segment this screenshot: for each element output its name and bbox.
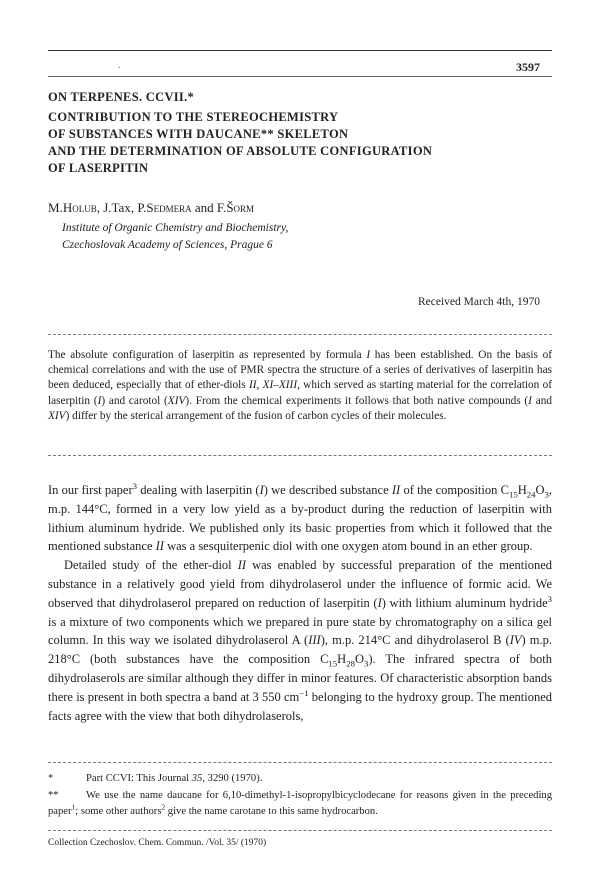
body-text [48, 481, 552, 725]
footnote-1: * Part CCVI: This Journal 35, 3290 (1970). [48, 773, 263, 784]
title-line-1: CONTRIBUTION TO THE STEREOCHEMISTRY [48, 110, 339, 124]
abstract-bottom-rule [48, 455, 552, 456]
page-number: 3597 [516, 60, 540, 74]
author-sedmera: Sedmera [146, 200, 192, 215]
abstract: The absolute configuration of laserpitin as represented by formula I has been established. On the basis of chemical correlations and with the use of PMR spectra the structure of a series of derivatives of laserpitin has been deduced, especially that of ether-diols II, XI–XIII, which served as starting material for the correlation of laserpitin (I) and carotol (XIV). From the chemical experiments it follows that both native compounds (I and XIV) differ by the sterical arrangement of the fusion of carbon cycles of their molecules. [48, 349, 553, 422]
author-sorm: Šorm [226, 200, 255, 215]
authors: M.Holub, J.Tax, P.Sedmera and F.Šorm [48, 200, 255, 215]
header-dot: . [118, 60, 121, 71]
footer-rule [48, 830, 552, 831]
footnote-rule [48, 762, 552, 763]
header-rule [48, 50, 552, 51]
header-underline [48, 76, 552, 77]
abstract-top-rule [48, 334, 552, 335]
journal-footer: Collection Czechoslov. Chem. Commun. /Vol. 35/ (1970) [48, 838, 267, 848]
institute-line-2: Czechoslovak Academy of Sciences, Prague 6 [62, 239, 273, 251]
author-holub: Holub [62, 200, 97, 215]
title-line-4: OF LASERPITIN [48, 161, 149, 175]
paragraph-2: Detailed study of the ether-diol II was enabled by successful preparation of the mentioned substance in a relatively good yield from dihydrolaserol under the influence of formic acid. We observed that dihydrolaserol prepared on reduction of laserpitin (I) with lithium aluminum hydride$^3$ is a mixture of two components which we prepared in pure state by chromatography on a silica gel column. In this way we isolated dihydrolaserol A (III), m.p. 214°C and dihydrolaserol B (IV) m.p. 218°C (both substances have the composition $C_{15}H_{28}O_3$). The infrared spectra of both dihydrolaserols are similar although they differ in minor features. Of characteristic absorption bands there is present in both spectra a band at 3 550 $cm^{-1}$ belonging to the hydroxy group. The mentioned facts agree with the view that both dihydrolaserols, [48, 558, 553, 723]
received-date: Received March 4th, 1970 [418, 296, 540, 308]
paragraph-1: In our first paper$^3$ dealing with laserpitin (I) we described substance II of the composition $C_{15}H_{24}O_3$, m.p. 144°C, formed in a very low yield as a by-product during the reduction of laserpitin with lithium aluminum hydride. We published only its basic properties from which it followed that the mentioned substance II was a sesquiterpenic diol with one oxygen atom bound in an ether group. [48, 480, 552, 554]
title-line-2: OF SUBSTANCES WITH DAUCANE** SKELETON [48, 127, 349, 141]
institute-line-1: Institute of Organic Chemistry and Biochemistry, [62, 222, 289, 234]
footnote-2: ** We use the name daucane for 6,10-dimethyl-1-isopropylbicyclodecane for reasons given in the preceding paper$^1$; some other authors$^2$ give the name carotane to this same hydrocarbon. [48, 790, 552, 817]
series-title: ON TERPENES. CCVII.* [48, 90, 195, 104]
title-line-3: AND THE DETERMINATION OF ABSOLUTE CONFIGURATION [48, 144, 433, 158]
